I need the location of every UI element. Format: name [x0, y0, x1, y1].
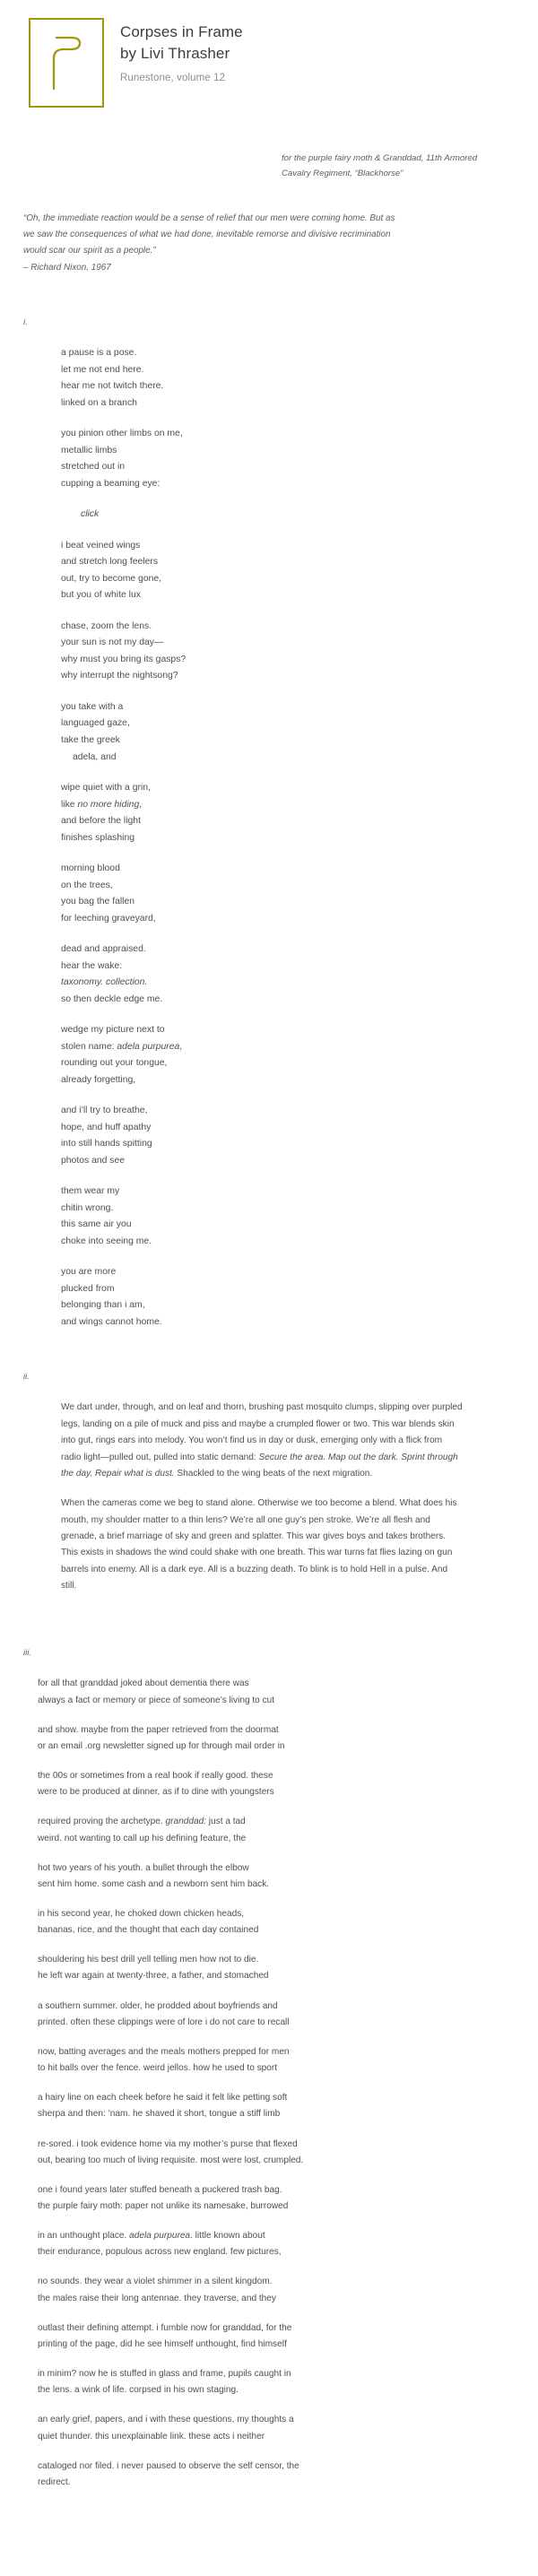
masthead-text	[104, 18, 243, 83]
poem-sections	[0, 317, 538, 2491]
couplet	[38, 2366, 423, 2398]
couplet	[38, 1906, 423, 1939]
poem-line: already forgetting,	[61, 1074, 136, 1085]
stanza	[61, 538, 538, 604]
poem-line: the purple fairy moth: paper not unlike its namesake, burrowed	[38, 2201, 289, 2211]
stanza	[61, 1022, 538, 1089]
poem-line: redirect.	[38, 2476, 71, 2487]
stanza	[61, 699, 538, 766]
epigraph-line: we saw the consequences of what we had done, inevitable remorse and divisive recrimination	[23, 230, 391, 240]
poem-line: languaged gaze,	[61, 718, 130, 729]
poem-line: shouldering his best drill yell telling men how not to die.	[38, 1955, 259, 1965]
poem-line: cupping a beaming eye:	[61, 478, 161, 489]
poem-line: adela, and	[73, 751, 117, 762]
couplet	[38, 1952, 423, 1984]
poem-line: always a fact or memory or piece of someone’s living to cut	[38, 1695, 275, 1705]
poem-line: printing of the page, did he see himself unthought, find himself	[38, 2338, 287, 2349]
poem-line: click	[81, 509, 100, 520]
poem-line: stretched out in	[61, 462, 126, 473]
poem-line: out, try to become gone,	[61, 573, 162, 584]
poem-line: a hairy line on each cheek before he said it felt like petting soft	[38, 2093, 288, 2103]
prose-paragraph: When the cameras come we beg to stand alone. Otherwise we too become a blend. What does his mouth, my shoulder matter to a thin lens? We’re all one guy’s pen stroke. We’re all flesh and grenade, a brief marriage of sky and green and splatter. This war gives boys and takes brothers. This exists in shadows the wind could shake with one breath. This war turns fat flies lazing on gun barrels into enemy. All is a dark eye. All is a buzzing death. To blink is to hold Hell in a pulse. And still.	[61, 1498, 457, 1592]
publication-issue: Runestone, volume 12	[120, 73, 226, 84]
dedication	[282, 151, 508, 181]
section-number: iii.	[23, 1648, 31, 1659]
section-number: ii.	[23, 1372, 30, 1383]
poem-line: re-sored. i took evidence home via my mother’s purse that flexed	[38, 2138, 298, 2149]
poem-line: finishes splashing	[61, 832, 135, 843]
poem-line: one i found years later stuffed beneath a puckered trash bag.	[38, 2184, 282, 2195]
poem-line: rounding out your tongue,	[61, 1058, 168, 1069]
poem-line: hear me not twitch there.	[61, 381, 164, 392]
poem-line: hope, and huff apathy	[61, 1122, 152, 1132]
epigraph-line: would scar our spirit as a people.”	[23, 246, 156, 256]
poem-line: why must you bring its gasps?	[61, 654, 187, 664]
poem-line: linked on a branch	[61, 397, 137, 408]
couplet	[38, 2182, 423, 2215]
poem-line: no sounds. they wear a violet shimmer in a silent kingdom.	[38, 2277, 273, 2287]
page-byline: by Livi Thrasher	[120, 45, 230, 63]
poem-line: for leeching graveyard,	[61, 913, 156, 924]
poem-line: and show. maybe from the paper retrieved from the doormat	[38, 1724, 279, 1735]
poem-line: this same air you	[61, 1219, 132, 1230]
stanza	[61, 1184, 538, 1250]
poem-line: wedge my picture next to	[61, 1025, 165, 1036]
poem-line: quiet thunder. this unexplainable link. these acts i neither	[38, 2431, 265, 2442]
poem-line: photos and see	[61, 1155, 126, 1166]
stanza	[61, 780, 538, 846]
verse-body	[61, 345, 538, 1331]
stanza	[61, 619, 538, 685]
poem-line: and before the light	[61, 816, 141, 827]
section-number: i.	[23, 317, 28, 328]
poem-line: i beat veined wings	[61, 540, 141, 551]
poem-line: you take with a	[61, 701, 124, 712]
stanza	[61, 861, 538, 927]
poem-line: them wear my	[61, 1186, 120, 1197]
poem-line: he left war again at twenty-three, a father, and stomached	[38, 1971, 269, 1982]
poem-line: your sun is not my day—	[61, 637, 164, 648]
poem-line: hot two years of his youth. a bullet through the elbow	[38, 1862, 249, 1873]
poem-line: morning blood	[61, 863, 120, 874]
couplet	[38, 1860, 423, 1893]
poem-line: taxonomy. collection.	[61, 977, 148, 988]
dedication-line: for the purple fairy moth & Granddad, 11th Armored	[282, 153, 478, 163]
couplet	[38, 2228, 423, 2260]
couplet	[38, 1676, 423, 1708]
poem-line: wipe quiet with a grin,	[61, 783, 151, 794]
couplet	[38, 2320, 423, 2353]
poem-line: stolen name: adela purpurea,	[61, 1041, 183, 1052]
poem-line: were to be produced at dinner, as if to dine with youngsters	[38, 1787, 274, 1798]
couplet	[38, 2044, 423, 2077]
poem-line: the 00s or sometimes from a real book if really good. these	[38, 1771, 273, 1782]
stanza	[61, 507, 538, 524]
epigraph	[23, 211, 486, 276]
poem-line: sherpa and then: ‘nam. he shaved it short, tongue a stiff limb	[38, 2109, 281, 2120]
poem-line: and wings cannot home.	[61, 1316, 162, 1327]
poem-line: why interrupt the nightsong?	[61, 671, 178, 681]
poem-line: a southern summer. older, he prodded about boyfriends and	[38, 2000, 278, 2011]
poem-line: to hit balls over the fence. weird jellos. how he used to sport	[38, 2063, 278, 2074]
poem-line: the lens. a wink of life. corpsed in his own staging.	[38, 2385, 239, 2396]
couplet	[38, 1999, 423, 2031]
poem-line: let me not end here.	[61, 364, 144, 375]
epigraph-line: “Oh, the immediate reaction would be a sense of relief that our men were coming home. But as	[23, 213, 395, 224]
poem-line: chitin wrong.	[61, 1202, 114, 1213]
poem-line: and i’ll try to breathe,	[61, 1106, 148, 1116]
poem-line: bananas, rice, and the thought that each day contained	[38, 1925, 259, 1936]
poem-line: on the trees,	[61, 880, 113, 890]
couplet	[38, 1768, 423, 1800]
prose-body	[61, 1400, 463, 1594]
poem-line: for all that granddad joked about dementia there was	[38, 1678, 249, 1689]
couplet	[38, 2090, 423, 2122]
couplet	[38, 2137, 423, 2169]
poem-line: a pause is a pose.	[61, 348, 137, 359]
stanza	[61, 1264, 538, 1331]
poem-line: weird. not wanting to call up his defining feature, the	[38, 1833, 247, 1843]
poem-line: belonging than i am,	[61, 1300, 145, 1311]
poem-line: so then deckle edge me.	[61, 993, 163, 1004]
poem-line: now, batting averages and the meals mothers prepped for men	[38, 2046, 290, 2057]
poem-section-iii	[0, 1648, 538, 2491]
poem-line: you bag the fallen	[61, 897, 135, 907]
masthead	[0, 0, 538, 108]
bottom-spacer	[0, 2504, 538, 2576]
poem-section-ii	[0, 1372, 538, 1594]
poem-line: you pinion other limbs on me,	[61, 429, 183, 439]
poem-line: like no more hiding,	[61, 799, 143, 810]
stylized-p-logo-icon	[46, 35, 87, 91]
stanza	[61, 345, 538, 412]
poem-line: out, bearing too much of living requisite. most were lost, crumpled.	[38, 2155, 304, 2165]
poem-line: their endurance, populous across new england. few pictures,	[38, 2247, 282, 2258]
poem-line: an early grief, papers, and i with these questions, my thoughts a	[38, 2415, 294, 2425]
poem-line: in an unthought place. adela purpurea. little known about	[38, 2231, 265, 2242]
couplet	[38, 2459, 423, 2491]
poem-line: chase, zoom the lens.	[61, 620, 152, 631]
runestone-logo	[29, 18, 104, 108]
poem-line: in minim? now he is stuffed in glass and frame, pupils caught in	[38, 2369, 291, 2380]
stanza	[61, 1103, 538, 1169]
poem-line: take the greek	[61, 734, 120, 745]
poem-line: the males raise their long antennae. they traverse, and they	[38, 2293, 276, 2303]
poem-line: required proving the archetype. granddad: just a tad	[38, 1817, 246, 1827]
poem-section-i	[0, 317, 538, 1331]
epigraph-attribution: – Richard Nixon, 1967	[23, 263, 111, 273]
poem-line: metallic limbs	[61, 445, 117, 455]
poem-line: sent him home. some cash and a newborn sent him back.	[38, 1878, 270, 1889]
poem-line: cataloged nor filed. i never paused to observe the self censor, the	[38, 2460, 299, 2471]
page-title: Corpses in Frame	[120, 23, 243, 40]
poem-line: in his second year, he choked down chicken heads,	[38, 1908, 245, 1919]
stanza	[61, 426, 538, 492]
poem-line: printed. often these clippings were of lore i do not care to recall	[38, 2017, 290, 2027]
poem-line: outlast their defining attempt. i fumble now for granddad, for the	[38, 2322, 292, 2333]
couplet	[38, 1814, 423, 1846]
poem-line: plucked from	[61, 1283, 115, 1294]
poem-line: into still hands spitting	[61, 1139, 152, 1149]
poem-line: choke into seeing me.	[61, 1236, 152, 1246]
prose-paragraph: We dart under, through, and on leaf and thorn, brushing past mosquito clumps, slipping over purpled legs, landing on a pile of muck and piss and maybe a crumpled flower or two. This war blends skin into gut, rings ears into melody. You won’t find us in day or dusk, emerging only with a flick from radio light—pulled out, pulled into static demand: Secure the area. Map out the dark. Sprint through the day. Repair what is dust. Shackled to the wing beats of the next migration.	[61, 1402, 463, 1479]
poem-line: you are more	[61, 1267, 117, 1278]
couplet	[38, 1722, 423, 1755]
poem-line: or an email .org newsletter signed up for through mail order in	[38, 1740, 285, 1751]
dedication-line: Cavalry Regiment, “Blackhorse”	[282, 169, 404, 179]
poem-line: hear the wake:	[61, 960, 123, 971]
couplet	[38, 2274, 423, 2306]
couplet	[38, 2412, 423, 2444]
poem-line: and stretch long feelers	[61, 557, 159, 568]
stanza	[61, 941, 538, 1008]
couplets-body	[38, 1676, 423, 2491]
poem-line: dead and appraised.	[61, 944, 146, 955]
poem-line: but you of white lux	[61, 590, 141, 601]
